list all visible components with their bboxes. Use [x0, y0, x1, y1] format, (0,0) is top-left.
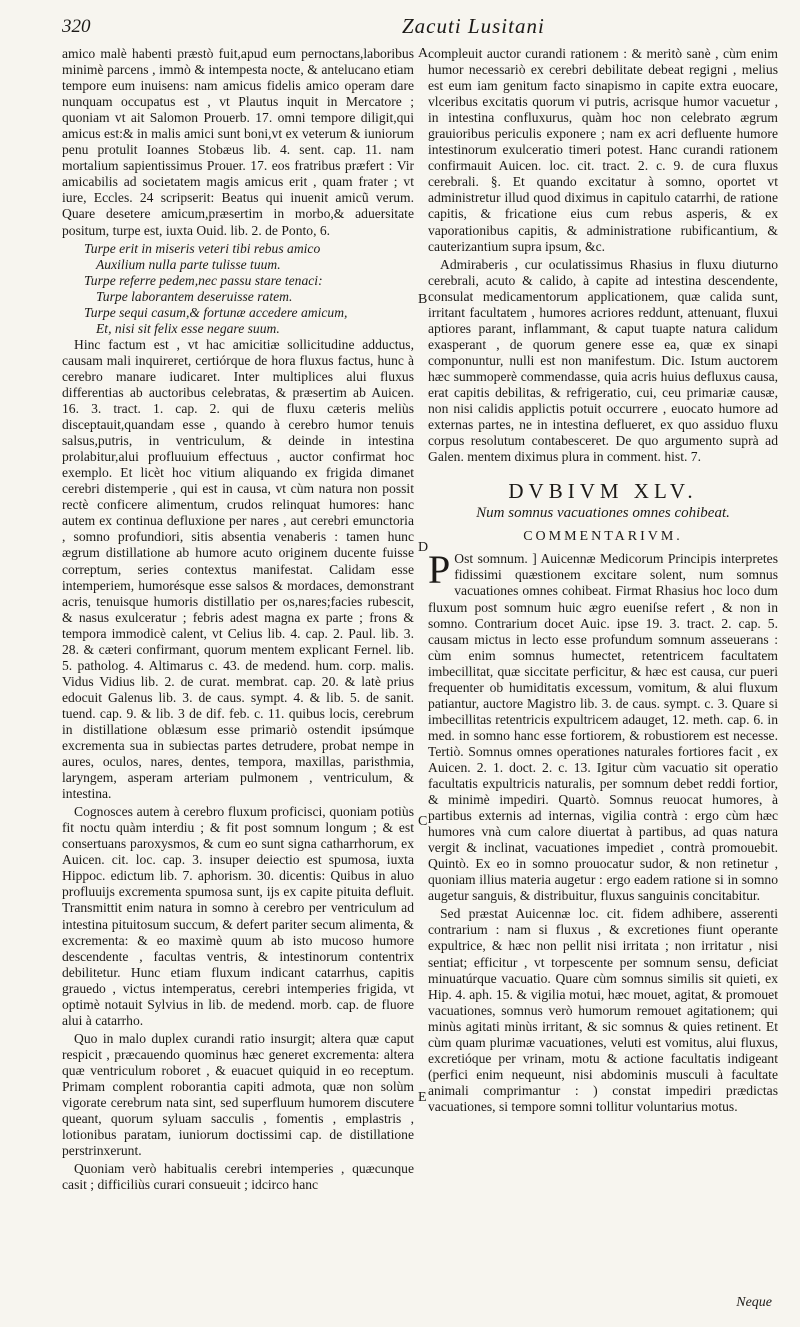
page-header	[62, 14, 774, 40]
margin-letter: B	[418, 292, 428, 307]
verse-quotation	[84, 241, 414, 337]
paragraph: Sed præstat Auicennæ loc. cit. fidem adhibere, asserenti contrarium : nam si fluxus , & excretiones fiunt operante expultrice, & hæc non pellit nisi irritata ; non irritatur , nisi sentiat; efficitur , vt torpescente per somnum sensu, deficiat minuatúrque vacuatio. Quare cùm somnus similis sit quieti, ex Hip. 4. aph. 15. & vigilia motui, hæc mouet, agitat, & promouet vacuationes, somnus verò humorum remouet agitationem; qui minùs agitati minùs irritant, & sic somnus & quies retinent. Et cùm quam plurimæ vacuationes, veluti est vomitus, alui fluxus, excretióque per vrinam, motu & actione facultatis indigeant (perfici enim nequeunt, nisi abdominis musculi à facultate animali comprimantur : ) constat impediri prædictas vacuationes, si tempore somni tollitur voluntarius motus.	[428, 906, 778, 1114]
verse-line: Auxilium nulla parte tulisse tuum.	[96, 256, 281, 272]
drop-cap: P	[428, 547, 451, 593]
paragraph	[428, 547, 778, 904]
paragraph: compleuit auctor curandi rationem : & meritò sanè , cùm enim humor necessariò ex cerebri debilitate debeat regigni , melius est eum iam genitum facto sinapismo in capite extra euocare, vlceribus excitatis quorum vi putris, acrisque humor vacuetur , in intestina confluxurus, quàm hoc non celebrato ægrum grauioribus periculis exponere ; nam ex acri defluente humore intestinorum exulceratio timeri potest. Hanc curandi rationem confirmauit Auicen. loc. cit. tract. 2. c. 9. de cura fluxus cerebrali. §. Et quando excitatur à somno, oportet vt administretur illud quod diximus in capitulo catarrhi, de ratione capitis, & fricatione eius cum rebus asperis, & ex vaporationibus capitis, & administratione rubificantium, & cauterizantium supra ipsum, &c.	[428, 46, 778, 254]
margin-letter: D	[418, 540, 429, 555]
paragraph: Hinc factum est , vt hac amicitiæ sollicitudine adductus, causam mali inquireret, certiórque de hora fluxus factus, hunc à cerebro manare iudicaret. Inter multiplices alui fluxus differentias ab auctoribus celebratas, & præsertim ab Auicen. 16. 3. tract. 1. cap. 2. qui de fluxu cæteris meliùs disceptauit,quandam esse , quando à cerebro humor tenuis salsus,putris, in ventriculum, & deinde in intestina prolabitur,alui profluuium effectuus , auctor confirmat hoc exemplo. Et licèt hoc vitium aliquando ex frigida dimanet cerebri distemperie , qui est in causa, vt cùm natura non possit rectè conficere alimentum, crudos relinquat humores: hanc autem ex continua defluxione per nares , aut cerebri emunctoria , somno profundiori, sitis absentia venaberis : tamen hunc ægrum distillatione ab humore acuto originem ducente fuisse correptum, series contextus manifestat. Calidam esse intemperiem, humorésque esse salsos & mordaces, demonstrant acris, tenuisque humoris distillatio per os,nares;facies rubescit, & nasus exulceratur ; febris adest magna ex parte ; frons & tempora immodicè calent, vt Celius lib. 4. cap. 2. Paul. lib. 3. 28. & cæteri confirmant, quorum mentem explicant Fernel. lib. 5. patholog. 4. Altimarus c. 43. de medend. hum. corp. malis. Vidus Vidius lib. 2. de curat. membrat. cap. 20. & latè prius edocuit Galenus lib. 3. de caus. sympt. 4. & lib. 5. de sanit. tuend. cap. 9. & lib. 3 de dif. feb. c. 11. quibus locis, cerebrum in distillatione oblæsum esse primariò ostendit ipsúmque excrementa sua in subiectas partes detrudere, probat nempe in aures, oculos, nares, dentes, tempora, maxillas, paristhmia, laryngem, asperam arteriam pulmonem , ventriculum, & intestina.	[62, 336, 414, 802]
catchword: Neque	[736, 1295, 772, 1310]
paragraph: Cognosces autem à cerebro fluxum proficisci, quoniam potiùs fit noctu quàm interdiu ; & fit post somnum longum ; & est consertuans paroxysmos, & cum eo sunt signa catharrhorum, ex Auicen. cit. loc. cap. 3. insuper deiectio est spumosa, iuxta Hippoc. edictum lib. 7. aphorism. 30. dicentis: Quibus in aluo profluuijs excrementa spumosa sunt, ijs ex capite pituita defluit. Transmittit enim natura in somno à cerebro per ventriculum ad intestina pituitosum succum, & defert pariter secum alimenta, & excrementa: & eo maximè quum ab isto mucoso humore descendente , facultas ventris, & intestinorum contentrix debilitetur. Hunc etiam fluxum indicant catarrhus, capitis grauedo , victus intemperatus, cerebri intemperies frigida, vt optimè notauit Sylvius in lib. de medend. morb. cap. de fluore alui à catarrho.	[62, 804, 414, 1028]
verse-line: Et, nisi sit felix esse negare suum.	[96, 320, 280, 336]
running-title: Zacuti Lusitani	[402, 14, 545, 38]
commentary-heading: COMMENTARIVM.	[523, 529, 683, 545]
section-heading: DVBIVM XLV.	[508, 479, 698, 504]
paragraph-text: Ost somnum. ] Auicennæ Medicorum Principis interpretes fidissimi quæstionem excitare solent, num somnus vacuationes omnes cohibeat. Firmat Rhasius hoc loco dum fluxum post somnum huic ægro eueniſse refert , & non in somno. Contrarium docet Auic. ipse 19. 3. tract. 2. cap. 5. causam mictus in lecto esse profundum somnum asseuerans : cùm enim somnus humectet, retentricem facultatem imbecillitat, quæ siccitate perficitur, & hæc est causa, cur pueri frequenter ob humiditatis excessum, vomitum, & alui fluxum patiantur, auctore Magistro lib. 3. de caus. sympt. c. 3. Quare si imbecillitas retentricis expultricem adauget, 12. meth. cap. 6. in med. in somno hanc esse fortiorem, & robustiorem est necesse. Tertiò. Somnus omnes operationes naturales fortiores facit , ex Auicen. 2. 1. doct. 2. c. 13. Igitur cùm vacuatio sit operatio facultatis expultricis naturalis, per somnum debet reddi fortior, & minimè impediri. Quartò. Somnus reuocat humores, à partibus externis ad internas, vigilia contrà : ergo cùm hæc humores vnà cum calore diuertat à partibus, ad quas natura vergit & inclinat, vacuationes impediet , contrà promouebit. Quintò. Ex eo in somno prouocatur sudor, & non retinetur , quoniam illius materia augetur : ergo eadem ratione si in somno augetur sanguis, & distribuitur, fluxus sanguinis concitabitur.	[428, 551, 778, 904]
verse-line: Turpe referre pedem,nec passu stare tenaci:	[84, 272, 323, 288]
right-column	[428, 46, 778, 1117]
page-number: 320	[62, 16, 91, 37]
paragraph: Admiraberis , cur oculatissimus Rhasius in fluxu diuturno cerebrali, acuto & calido, à capite ad intestina descendente, consulat medicamentorum applicationem, quæ calida sunt, irritant facultatem , humores acriores reddunt, attenuant, fluxui aptiores parant, inflammant, & caput tuapte natura calidum exasperant , de quorum genere esse ea, quæ ex sinapi componuntur, nulli est non manifestum. Dic. Istum auctorem hæc summoperè commendasse, quia acris huius defluxus causa, erat capitis debilitas, & refrigeratio, cui, ceu primariæ causæ, non nisi calidis applictis potuit occurrere , euocato humore ad externas partes, ne in intestina deflueret, ex quo assiduo fluxu corpus resolutum contabesceret. De quo argumento suprà ad Galen. mentem diximus plura in comment. hist. 7.	[428, 256, 778, 465]
margin-letter: A	[418, 46, 429, 61]
margin-letter: C	[418, 814, 428, 829]
question-title: Num somnus vacuationes omnes cohibeat.	[476, 505, 730, 522]
verse-line: Turpe sequi casum,& fortunæ accedere amicum,	[84, 304, 348, 320]
paragraph: Quo in malo duplex curandi ratio insurgit; altera quæ caput respicit , præcauendo quominus hæc generet excrementa: altera quæ ventriculum roboret , & euacuet quiquid in eo receptum. Primam complent roborantia capiti admota, quæ non solùm vigorate cerebrum nata sint, sed superfluum humorem discutere queant, quorum syluam sacculis , fomentis , emplastris , lotionibus paratam, iuniorum doctissimi cap. de distillatione perstrinxerunt.	[62, 1030, 414, 1159]
paragraph: Quoniam verò habitualis cerebri intemperies , quæcunque casit ; difficiliùs curari consueuit ; idcirco hanc	[62, 1161, 414, 1193]
verse-line: Turpe erit in miseris veteri tibi rebus amico	[84, 240, 321, 256]
paragraph: amico malè habenti præstò fuit,apud eum pernoctans,laboribus minimè parcens , immò & intempesta nocte, & antelucano etiam tempore eum inuisens: nam amicus fidelis amico operam dare nunquam occupatus est , vt Plautus inquit in Mercatore ; quoniam vt ait Salomon Prouerb. 17. omni tempore diligit,qui amicus est:& in malis amici sunt boni,vt ex veterum & iuniorum penu protulit Ioannes Stobæus lib. 4. sent. cap. 11. nam mortalium sapientissimus Prouer. 17. eos fratribus præfert : Vir amicabilis ad societatem magis amicus erit , quam frater ; vt iure, Eccles. 24 scripserit: Beatus qui inuenit amicũ verum. Quare desetere amicum,præsertim in morbo,& aduersitate positum, turpe est, iuxta Ouid. lib. 2. de Ponto, 6.	[62, 46, 414, 238]
margin-letter: E	[418, 1090, 427, 1105]
verse-line: Turpe laborantem deseruisse ratem.	[96, 288, 293, 304]
left-column	[62, 46, 414, 1195]
